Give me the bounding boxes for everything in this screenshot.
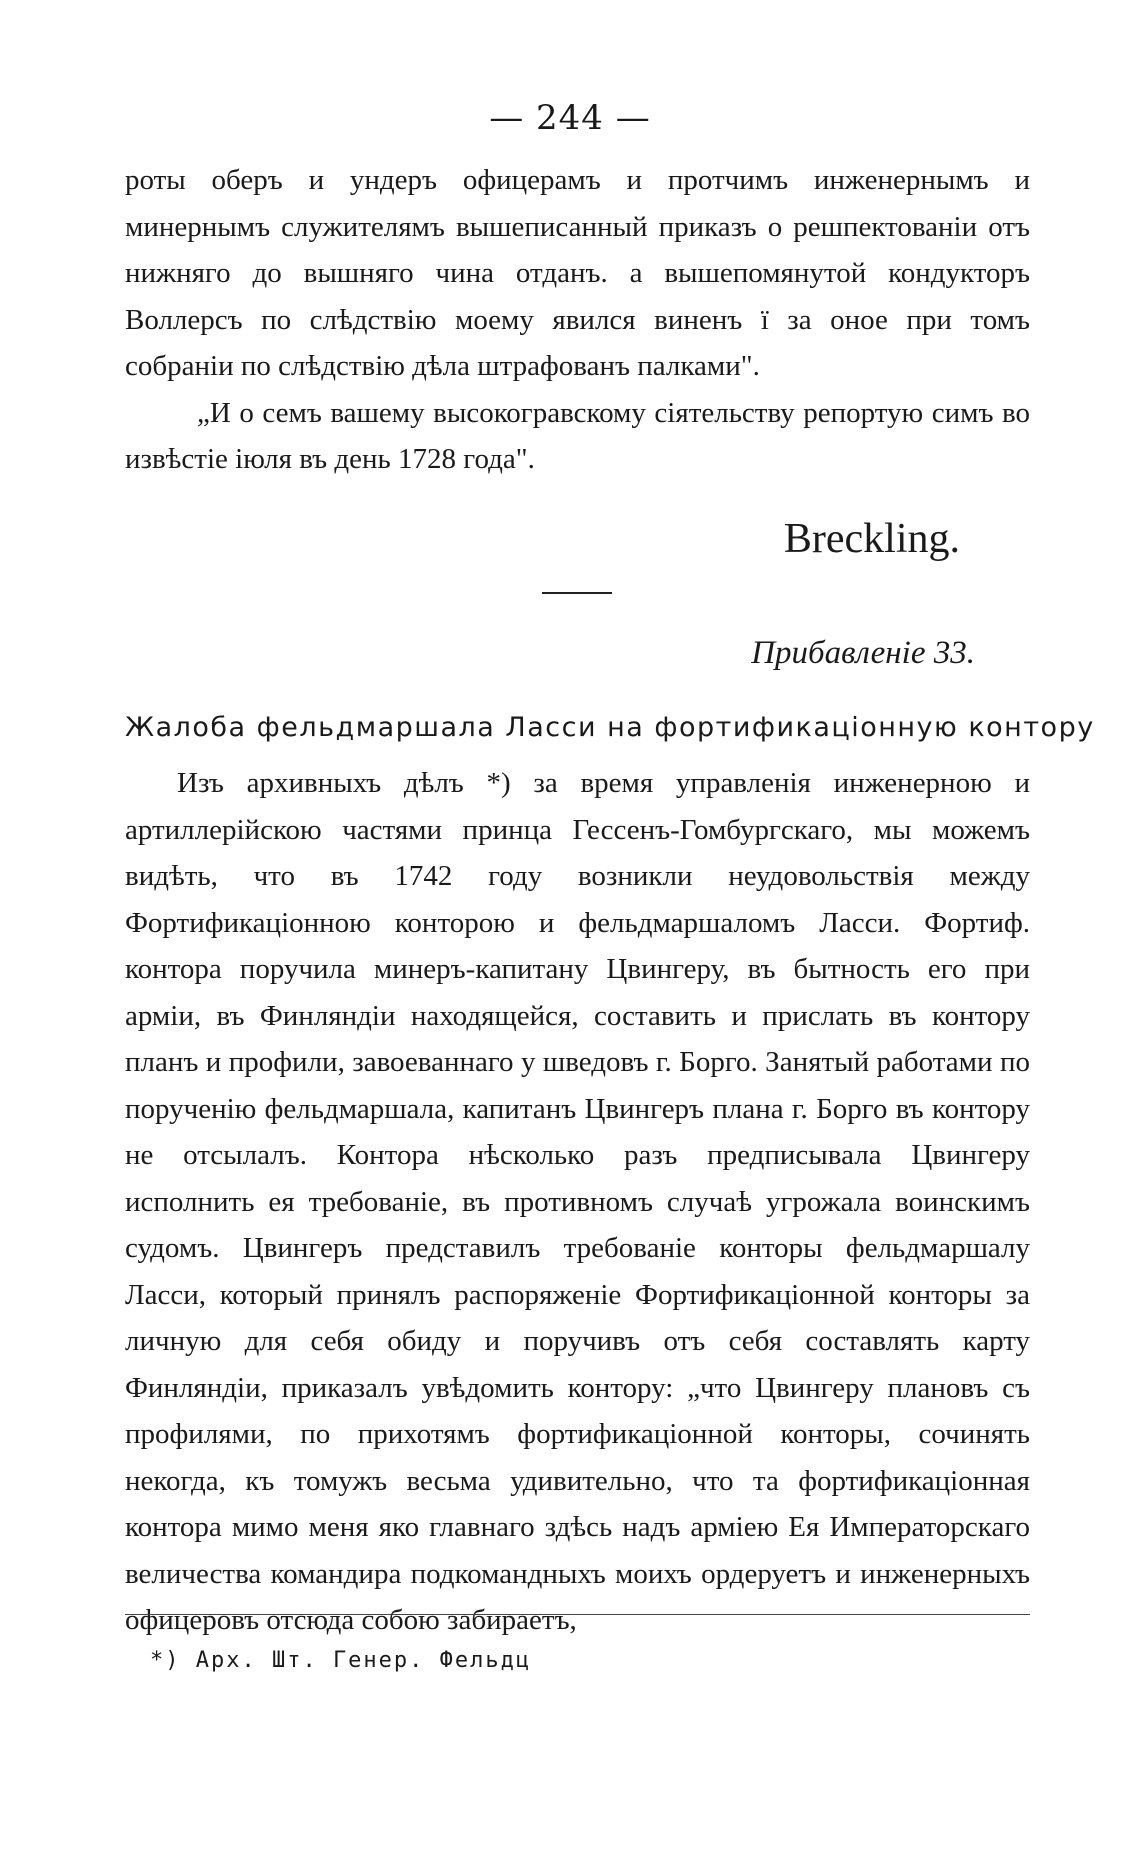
appendix-title: Прибавленіе 33.	[751, 635, 975, 671]
footnote: *) Арх. Шт. Генер. Фельдц	[150, 1648, 532, 1673]
letter-body	[125, 157, 1030, 483]
letter-paragraph-1: роты оберъ и ундеръ офицерамъ и протчимъ инженернымъ и минернымъ служителямъ вышеписанный приказъ о решпектованіи отъ нижняго до вышняго чина отданъ. а вышепомянутой кондукторъ Воллерсъ по слѣдствію моему явился виненъ ї за оное при томъ собраніи по слѣдствію дѣла штрафованъ палками".	[125, 164, 1030, 382]
appendix-body: Изъ архивныхъ дѣлъ *) за время управленія инженерною и артиллерійскою частями принца Гессенъ-Гомбургскаго, мы можемъ видѣть, что въ 1742 году возникли неудовольствія между Фортификаціонною конторою и фельдмаршаломъ Ласси. Фортиф. контора поручила минеръ-капитану Цвингеру, въ бытность его при арміи, въ Финляндіи находящейся, составить и прислать въ контору планъ и профили, завоеваннаго у шведовъ г. Борго. Занятый работами по порученію фельдмаршала, капитанъ Цвингеръ плана г. Борго въ контору не отсылалъ. Контора нѣсколько разъ предписывала Цвингеру исполнить ея требованіе, въ противномъ случаѣ угрожала воинскимъ судомъ. Цвингеръ представилъ требованіе конторы фельдмаршалу Ласси, который принялъ распоряженіе Фортификаціонной конторы за личную для себя обиду и поручивъ отъ себя составлять карту Финляндіи, приказалъ увѣдомить контору: „что Цвингеру плановъ съ профилями, по прихотямъ фортификаціонной конторы, сочинять некогда, къ томужъ весьма удивительно, что та фортификаціонная контора мимо меня яко главнаго здѣсь надъ арміею Ея Императорскаго величества командира подкомандныхъ моихъ ордеруетъ и инженерныхъ офицеровъ отсюда собою забираетъ,	[125, 767, 1030, 1636]
footnote-divider	[125, 1614, 1030, 1615]
signature: Breckling.	[783, 516, 960, 562]
letter-paragraph-2: „И о семъ вашему высокогравскому сіятельству репортую симъ во извѣстіе іюля въ день 1728 года".	[125, 396, 1030, 475]
section-heading: Жалоба фельдмаршала Ласси на фортификаціонную контору	[125, 712, 1095, 743]
page-number: — 244 —	[489, 98, 651, 138]
section-divider	[542, 592, 612, 594]
